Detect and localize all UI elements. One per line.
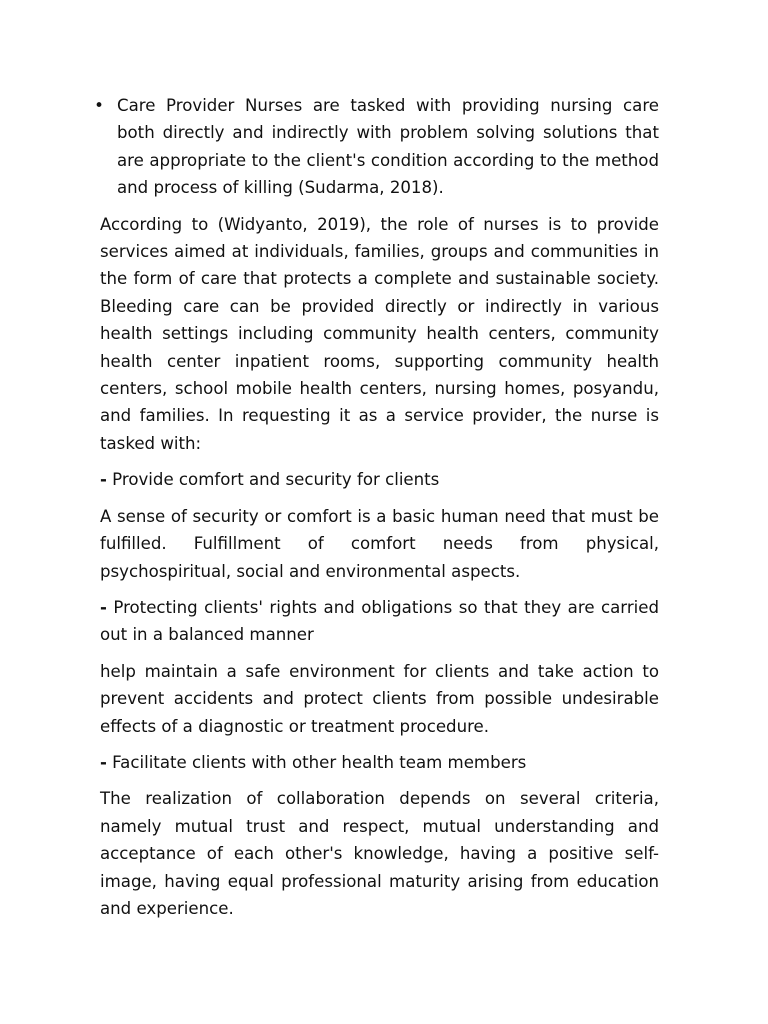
- dash-marker: -: [100, 597, 107, 617]
- paragraph-comfort-need: A sense of security or comfort is a basic human need that must be fulfilled. Fulfillment of comfort needs from physical, psychospiritual, social and environmental aspects.: [100, 506, 659, 581]
- dash-item-facilitate-team: [100, 749, 659, 776]
- bullet-item-care-provider: [94, 92, 659, 202]
- paragraph-collaboration: The realization of collaboration depends on several criteria, namely mutual trust and respect, mutual understanding and acceptance of each other's knowledge, having a positive self-image, having equal professional maturity arising from education and experience.: [100, 789, 659, 918]
- dash-item-text: Facilitate clients with other health team members: [106, 752, 527, 772]
- dash-item-comfort-security: [100, 466, 659, 493]
- paragraph-safe-environment: help maintain a safe environment for clients and take action to prevent accidents and protect clients from possible undesirable effects of a diagnostic or treatment procedure.: [100, 661, 659, 736]
- dash-item-text: Protecting clients' rights and obligations so that they are carried out in a balanced manner: [100, 597, 659, 645]
- bullet-text: Care Provider Nurses are tasked with providing nursing care both directly and indirectly with problem solving solutions that are appropriate to the client's condition according to the method and process of killing (Sudarma, 2018).: [117, 96, 659, 198]
- bullet-icon: •: [94, 96, 104, 115]
- dash-item-client-rights: [100, 594, 659, 649]
- dash-item-text: Provide comfort and security for clients: [106, 470, 440, 490]
- dash-marker: -: [100, 752, 107, 772]
- document-body: [94, 92, 659, 931]
- dash-marker: -: [100, 470, 107, 490]
- paragraph-role-of-nurses: According to (Widyanto, 2019), the role of nurses is to provide services aimed at individuals, families, groups and communities in the form of care that protects a complete and sustainable society. Bleeding care can be provided directly or indirectly in various health settings including community health centers, community health center inpatient rooms, supporting community health centers, school mobile health centers, nursing homes, posyandu, and families. In requesting it as a service provider, the nurse is tasked with:: [100, 214, 659, 453]
